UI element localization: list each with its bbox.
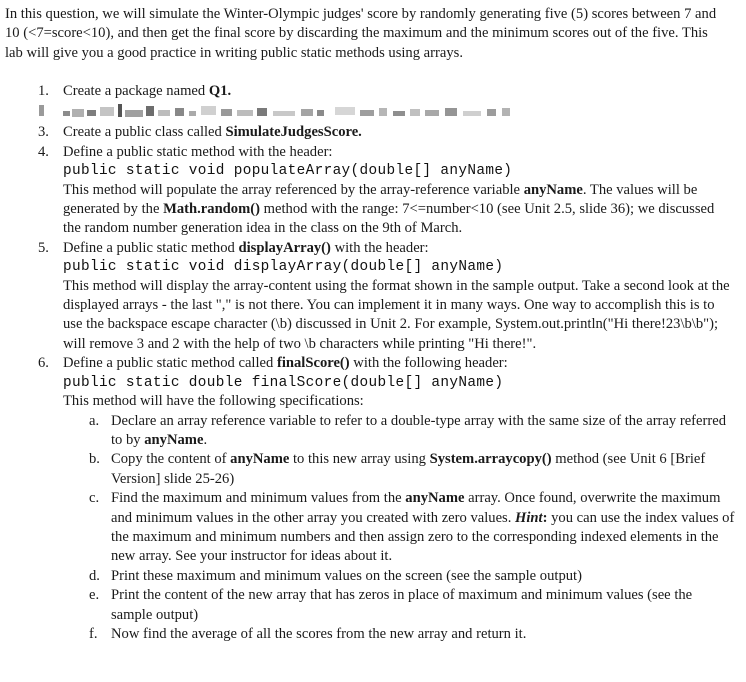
method-signature: public static void populateArray(double[] anyName) bbox=[63, 163, 513, 180]
sub-item-letter: a. bbox=[89, 412, 100, 429]
sub-item-letter: e. bbox=[89, 587, 100, 604]
sub-item-a: a. Declare an array reference variable to refer to a double-type array with the same size of the array referred to by anyName. bbox=[89, 412, 727, 448]
item-number: 5. bbox=[38, 239, 49, 256]
sub-item-b: b. Copy the content of anyName to this new array using System.arraycopy() method (see Unit 6 [Brief Version] slide 25-26) bbox=[89, 451, 706, 487]
item-description: This method will populate the array referenced by the array-reference variable anyName. The values will be generated by the Math.random() method with the range: 7<=number<10 (see Unit 2.5, slide 36); we discussed the random number generation idea in the class on the 9th of March. bbox=[63, 181, 715, 237]
list-item-3: 3. Create a public class called SimulateJudgesScore. bbox=[5, 123, 735, 142]
sub-item-letter: b. bbox=[89, 451, 100, 468]
item-number: 3. bbox=[38, 124, 49, 141]
sub-item-letter: d. bbox=[89, 567, 100, 584]
package-name: Q1. bbox=[208, 83, 232, 99]
item-number: 4. bbox=[38, 143, 49, 160]
hint-label: Hint bbox=[515, 509, 543, 526]
sub-item-d: d. Print these maximum and minimum values on the screen (see the sample output) bbox=[63, 567, 735, 586]
item-header: Define a public static method displayArray() with the header: bbox=[63, 239, 429, 256]
class-name: SimulateJudgesScore. bbox=[225, 124, 362, 141]
sub-item-e: e. Print the content of the new array that has zeros in place of maximum and minimum values (see the sample output) bbox=[89, 587, 693, 623]
item-description: This method will have the following specifications: bbox=[63, 393, 364, 410]
list-item-5 bbox=[5, 239, 735, 354]
method-signature: public static void displayArray(double[] anyName) bbox=[63, 259, 504, 276]
obscured-text-scribble bbox=[5, 102, 565, 122]
obscured-line bbox=[5, 101, 735, 123]
method-signature: public static double finalScore(double[] anyName) bbox=[63, 374, 504, 391]
item-header: Define a public static method called finalScore() with the following header: bbox=[63, 355, 508, 372]
item-description: This method will display the array-content using the format shown in the sample output. Take a second look at the displayed arrays - the last "," is not there. You can implement it in many ways. One way to accomplish this is to use the backspace escape character (\b) discussed in Unit 2. For example, System.out.println("Hi there!23\b\b"); will remove 3 and 2 with the help of two \b characters while printing "Hi there!". bbox=[63, 277, 730, 352]
intro-paragraph: In this question, we will simulate the Winter-Olympic judges' score by randomly generating five (5) scores between 7 and 10 (<7=score<10), and then get the final score by discarding the maximum and the minimum scores out of the five. This lab will give you a good practice in writing public static methods using arrays. bbox=[5, 6, 717, 61]
sub-item-f: f. Now find the average of all the scores from the new array and return it. bbox=[63, 625, 735, 644]
item-number: 6. bbox=[38, 355, 49, 372]
sub-item-letter: f. bbox=[89, 625, 98, 642]
sub-item-letter: c. bbox=[89, 490, 100, 507]
list-item-6 bbox=[5, 354, 735, 644]
item-header: Define a public static method with the header: bbox=[63, 143, 333, 160]
item-number: 1. bbox=[38, 83, 49, 99]
instruction-list bbox=[5, 82, 735, 644]
sub-item-c: c. Find the maximum and minimum values from the anyName array. Once found, overwrite the maximum and minimum values in the other array you created with zero values. Hint: you can use the index values of the maximum and minimum numbers and then assign zero to the corresponding indexed elements in the new array. See your instructor for ideas about it. bbox=[89, 490, 735, 565]
list-item-1: 1. Create a package named Q1. bbox=[5, 82, 735, 101]
list-item-4 bbox=[5, 143, 735, 239]
